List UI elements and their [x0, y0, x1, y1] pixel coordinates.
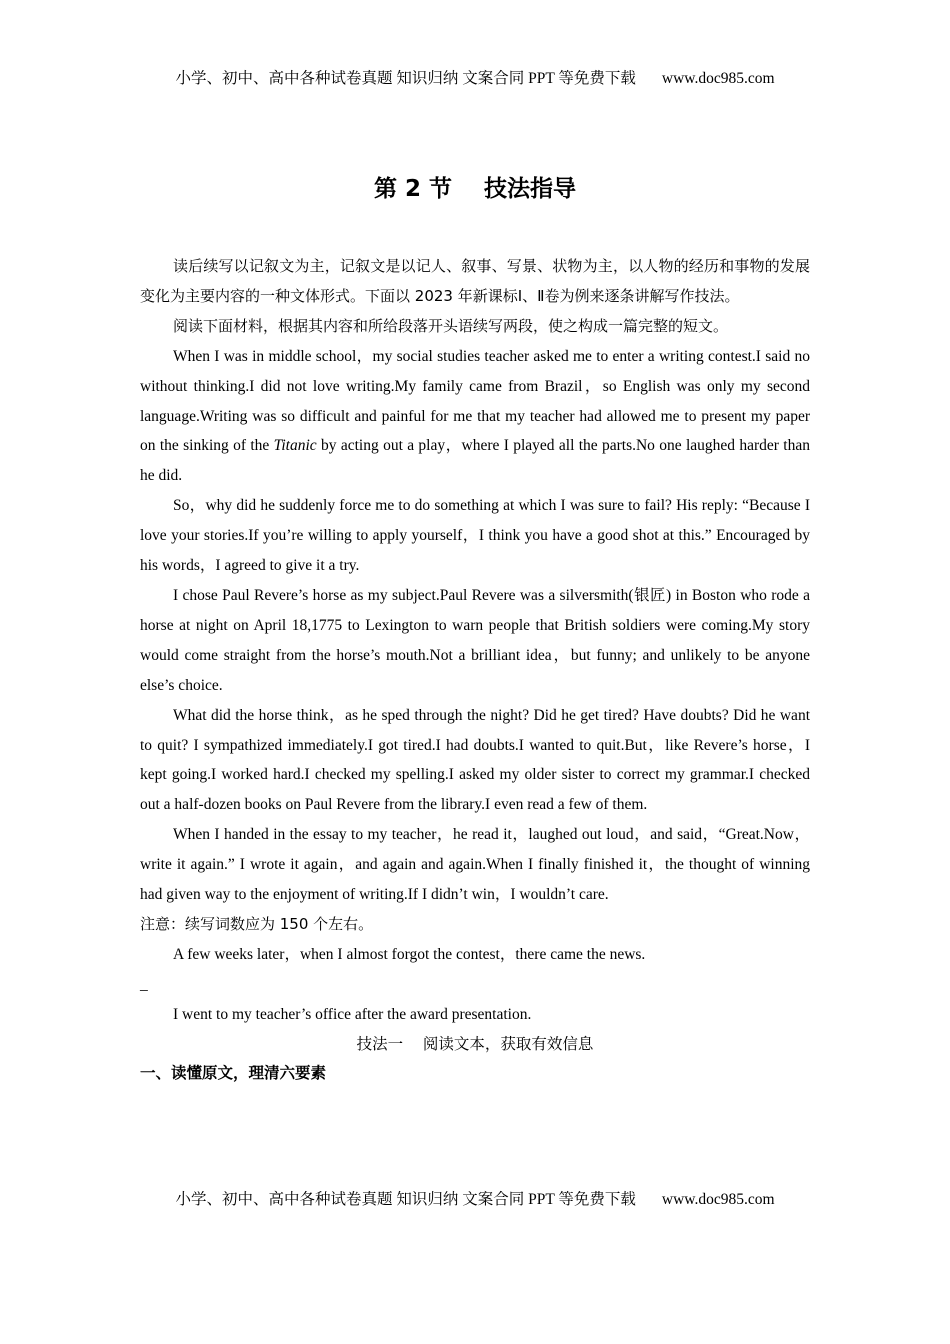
- sub-heading: 一、读懂原文，理清六要素: [140, 1063, 327, 1082]
- passage-p1-text-a: When I was in middle school，my social studies teacher asked me to enter a writing contest.I said no without thinking.I did not love writing.My family came from Brazil，so English was only my second language.Writing was so difficult and painful for me that my teacher had allowed me to present my paper on the sinking of the: [140, 347, 810, 455]
- page-title: 第 2 节 技法指导: [373, 176, 577, 202]
- passage-p1-text-b: by acting out a play，where I played all the parts.No one laughed harder than he did.: [140, 437, 810, 485]
- instruction-paragraph: 阅读下面材料，根据其内容和所给段落开头语续写两段，使之构成一篇完整的短文。: [173, 316, 729, 335]
- section-heading: 技法一 阅读文本，获取有效信息: [356, 1034, 594, 1053]
- continuation-prompt-2: I went to my teacher’s office after the award presentation.: [173, 1005, 532, 1023]
- passage-paragraph-2: So，why did he suddenly force me to do something at which I was sure to fail? His reply: “Because I love your stories.If you’re willing to apply yourself，I think you have a good shot at this.” Encouraged by his words，I agreed to give it a try.: [140, 497, 810, 575]
- footer-text: 小学、初中、高中各种试卷真题 知识归纳 文案合同 PPT 等免费下载: [175, 1191, 636, 1208]
- passage-paragraph-4: What did the horse think，as he sped through the night? Did he get tired? Have doubts? Did he want to quit? I sympathized immediately.I got tired.I had doubts.I wanted to quit.But，like Revere’s horse，I kept going.I worked hard.I checked my spelling.I asked my older sister to correct my grammar.I checked out a half-dozen books on Paul Revere from the library.I even read a few of them.: [140, 706, 810, 814]
- passage-paragraph-1: [140, 342, 810, 492]
- document-body: [140, 252, 810, 1088]
- passage-paragraph-3: I chose Paul Revere’s horse as my subject.Paul Revere was a silversmith(银匠) in Boston who rode a horse at night on April 18,1775 to Lexington to warn people that British soldiers were coming.My story would come straight from the horse’s mouth.Not a brilliant idea，but funny; and unlikely to be anyone else’s choice.: [140, 586, 810, 694]
- passage-p1-italic-title: Titanic: [273, 437, 317, 455]
- page-header: [0, 68, 950, 90]
- header-text: 小学、初中、高中各种试卷真题 知识归纳 文案合同 PPT 等免费下载: [175, 70, 636, 87]
- passage-paragraph-5: When I handed in the essay to my teacher，he read it，laughed out loud，and said，“Great.Now，write it again.” I wrote it again，and again and again.When I finally finished it，the thought of winning had given way to the enjoyment of writing.If I didn’t win，I wouldn’t care.: [140, 826, 810, 904]
- header-site-link[interactable]: www.doc985.com: [661, 70, 775, 87]
- word-count-note: 注意：续写词数应为 150 个左右。: [140, 914, 374, 933]
- page-footer: [0, 1189, 950, 1211]
- intro-paragraph: 读后续写以记叙文为主，记叙文是以记人、叙事、写景、状物为主，以人物的经历和事物的发展变化为主要内容的一种文体形式。下面以 2023 年新课标Ⅰ、Ⅱ卷为例来逐条讲解写作技法。: [140, 257, 810, 305]
- footer-site-link[interactable]: www.doc985.com: [661, 1191, 775, 1208]
- blank-writing-line: _: [140, 975, 148, 993]
- continuation-prompt-1: A few weeks later，when I almost forgot the contest，there came the news.: [173, 945, 646, 963]
